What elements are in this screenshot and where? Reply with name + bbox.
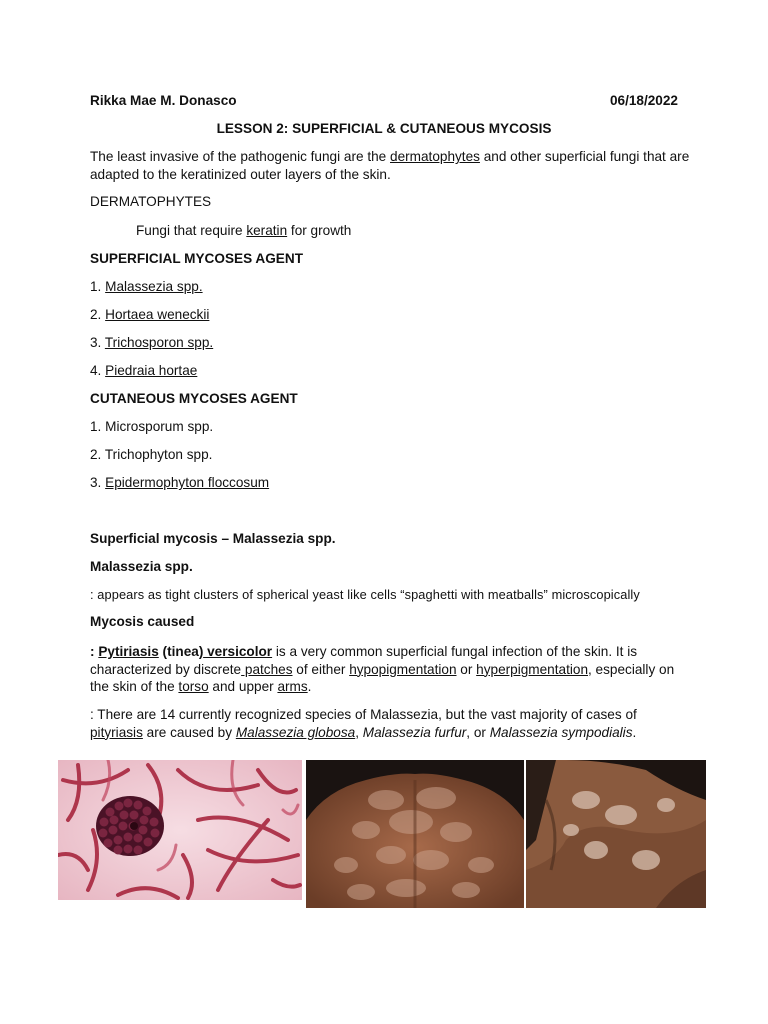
sympodialis-term: Malassezia sympodialis <box>489 724 633 740</box>
versicolor-term: versicolor <box>203 644 273 659</box>
list-item: 4. Piedraia hortae <box>90 363 198 378</box>
hypopigmentation-term: hypopigmentation <box>349 661 457 677</box>
definition-text-end: for growth <box>287 223 352 238</box>
torso-term: torso <box>178 679 209 694</box>
dermatophytes-term: dermatophytes <box>390 149 480 164</box>
keratin-term: keratin <box>246 223 288 238</box>
face-skin-image <box>526 760 706 908</box>
back-skin-image <box>306 760 524 908</box>
agent-name: Hortaea weneckii <box>105 307 210 322</box>
definition-text: Fungi that require <box>136 223 247 238</box>
microscopy-illustration <box>58 760 302 900</box>
list-item: 1. Microsporum spp. <box>90 419 214 434</box>
agent-name: Epidermophyton floccosum <box>105 475 270 490</box>
list-item: 3. Trichosporon spp. <box>90 335 214 350</box>
intro-text: The least invasive of the pathogenic fungi are the <box>90 149 391 164</box>
malassezia-description: : appears as tight clusters of spherical yeast like cells “spaghetti with meatballs” microscopically <box>90 587 640 602</box>
list-item: 2. Hortaea weneckii <box>90 307 210 322</box>
agent-name: Malassezia spp. <box>105 279 203 294</box>
species-paragraph: : There are 14 currently recognized species of Malassezia, but the vast majority of cases of pityriasis are caused by Malassezia globosa, Malassezia furfur, or Malassezia sympodialis. <box>90 707 637 740</box>
patches-term: patches <box>241 661 293 677</box>
superficial-agents-heading: SUPERFICIAL MYCOSES AGENT <box>90 251 303 266</box>
hyperpigmentation-term: hyperpigmentation <box>476 661 588 677</box>
dermatophytes-definition <box>136 223 351 238</box>
mycosis-caused-heading: Mycosis caused <box>90 614 195 629</box>
author-name: Rikka Mae M. Donasco <box>90 93 237 108</box>
list-item: 3. Epidermophyton floccosum <box>90 475 270 490</box>
microscopy-image <box>58 760 302 900</box>
intro-text-end: and other superficial fungi that are adapted to the keratinized outer layers of the skin. <box>90 149 690 182</box>
arms-term: arms <box>277 679 308 694</box>
cutaneous-agents-heading: CUTANEOUS MYCOSES AGENT <box>90 391 298 406</box>
malassezia-subheading: Malassezia spp. <box>90 559 193 574</box>
agent-name: Trichosporon spp. <box>104 335 214 350</box>
furfur-term: Malassezia furfur <box>362 724 467 740</box>
malassezia-section-heading: Superficial mycosis – Malassezia spp. <box>90 531 336 546</box>
pityriasis-paragraph: : Pytiriasis (tinea) versicolor is a very common superficial fungal infection of the skin. It is characterized by discrete patches of either hypopigmentation or hyperpigmentation, especially on the skin of the torso and upper arms. <box>90 644 675 694</box>
face-patches-illustration <box>526 760 706 908</box>
agent-name: Piedraia hortae <box>105 363 198 378</box>
dermatophytes-heading: DERMATOPHYTES <box>90 194 212 209</box>
list-item: 2. Trichophyton spp. <box>90 447 213 462</box>
back-patches-illustration <box>306 760 524 908</box>
pityriasis-term: Pytiriasis <box>98 644 159 659</box>
agent-name: Trichophyton spp. <box>104 447 213 462</box>
intro-paragraph <box>90 148 690 183</box>
document-date: 06/18/2022 <box>609 93 678 108</box>
pityriasis-term: pityriasis <box>90 724 143 740</box>
agent-name: Microsporum spp. <box>105 419 214 434</box>
list-item: 1. Malassezia spp. <box>90 279 203 294</box>
globosa-term: Malassezia globosa <box>235 724 356 740</box>
lesson-title: LESSON 2: SUPERFICIAL & CUTANEOUS MYCOSIS <box>216 121 552 136</box>
